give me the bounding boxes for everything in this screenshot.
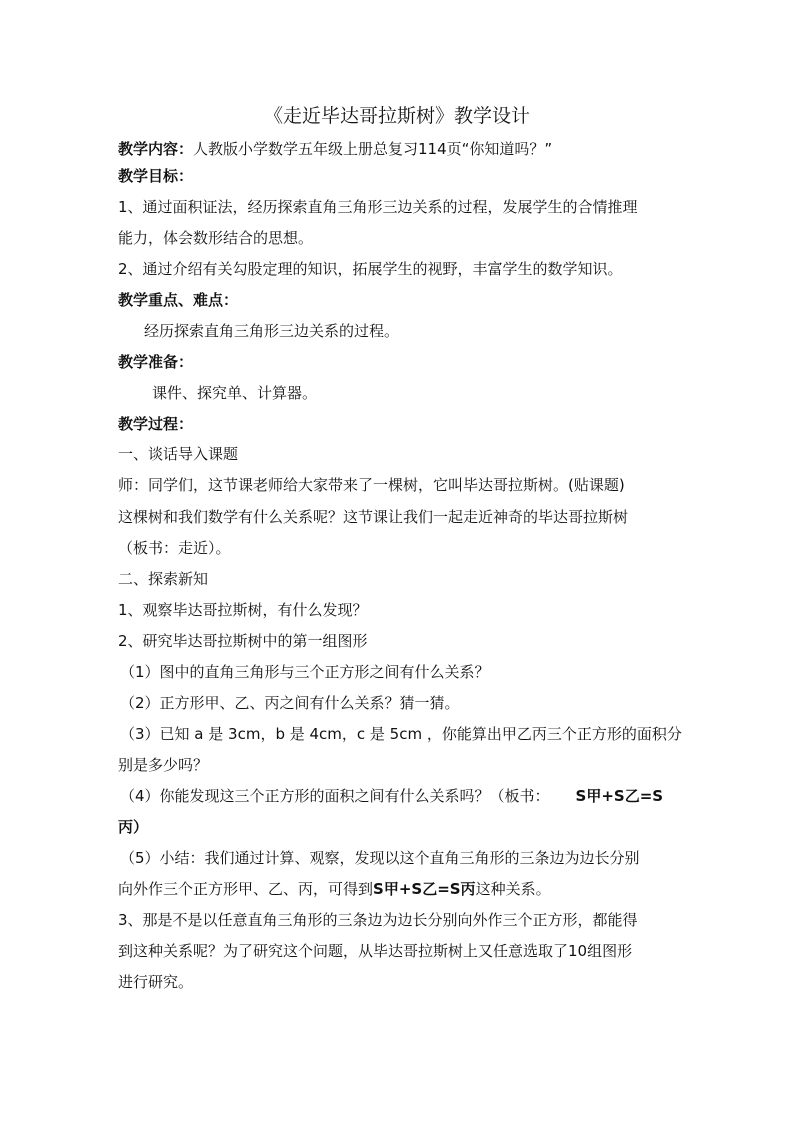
section2-item3-line1: 3、那是不是以任意直角三角形的三条边为边长分别向外作三个正方形，都能得 — [118, 911, 638, 929]
section2-item3-line2: 到这种关系呢？为了研究这个问题，从毕达哥拉斯树上又任意选取了10组图形 — [118, 942, 633, 960]
section2-heading: 二、探索新知 — [118, 570, 209, 588]
section1-line2: 这棵树和我们数学有什么关系呢？这节课让我们一起走近神奇的毕达哥拉斯树 — [118, 508, 629, 526]
question5-line1: （5）小结：我们通过计算、观察，发现以这个直角三角形的三条边为边长分别 — [120, 849, 640, 867]
prep-text: 课件、探究单、计算器。 — [152, 384, 318, 402]
section1-line3: （板书：走近）。 — [118, 539, 231, 557]
section1-line1: 师：同学们，这节课老师给大家带来了一棵树，它叫毕达哥拉斯树。(贴课题) — [118, 476, 625, 494]
key-text: 经历探索直角三角形三边关系的过程。 — [144, 322, 400, 340]
question3-line2: 别是多少吗？ — [118, 756, 209, 774]
section2-item3-line3: 进行研究。 — [118, 973, 194, 991]
document-title: 《走近毕达哥拉斯树》教学设计 — [263, 105, 530, 127]
key-label: 教学重点、难点： — [118, 291, 239, 309]
goal1-line2: 能力，体会数形结合的思想。 — [118, 229, 314, 247]
question5-text: 向外作三个正方形甲、乙、丙，可得到 — [118, 880, 374, 898]
goals-label: 教学目标： — [118, 167, 194, 185]
question4-line1 — [120, 786, 663, 806]
question2: （2）正方形甲、乙、丙之间有什么关系？猜一猜。 — [120, 694, 460, 712]
question4-line2: 丙） — [118, 818, 149, 836]
process-label: 教学过程： — [118, 415, 194, 433]
goal2: 2、通过介绍有关勾股定理的知识，拓展学生的视野，丰富学生的数学知识。 — [118, 260, 623, 278]
content-label: 教学内容： — [118, 140, 194, 158]
content-text: 人教版小学数学五年级上册总复习114页“你知道吗？” — [193, 140, 553, 158]
question4-formula: S甲+S乙=S — [575, 787, 664, 805]
goal1-line1: 1、通过面积证法，经历探索直角三角形三边关系的过程，发展学生的合情推理 — [118, 198, 638, 216]
question1: （1）图中的直角三角形与三个正方形之间有什么关系？ — [120, 663, 490, 681]
section1-heading: 一、谈话导入课题 — [118, 445, 239, 463]
question4-text: （4）你能发现这三个正方形的面积之间有什么关系吗？（板书： — [120, 787, 550, 805]
section2-item1: 1、观察毕达哥拉斯树，有什么发现？ — [118, 601, 368, 619]
question3-line1: （3）已知 a 是 3cm，b 是 4cm，c 是 5cm ，你能算出甲乙丙三个正方形的面积分 — [120, 725, 682, 743]
question5-end: 这种关系。 — [475, 880, 551, 898]
content-line — [118, 139, 552, 159]
section2-item2: 2、研究毕达哥拉斯树中的第一组图形 — [118, 632, 368, 650]
question5-formula: S甲+S乙=S丙 — [373, 880, 476, 898]
question5-line2 — [118, 879, 551, 899]
prep-label: 教学准备： — [118, 353, 194, 371]
